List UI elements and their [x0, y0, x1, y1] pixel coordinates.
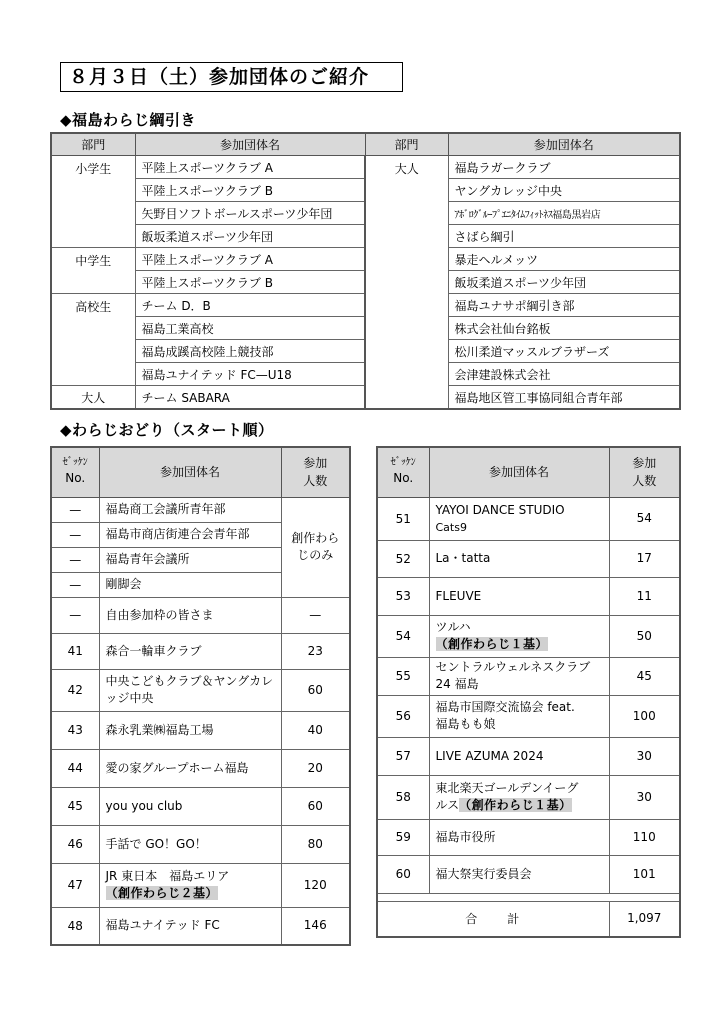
- spacer-row: [377, 893, 680, 901]
- team-name: 福島ユナイテッド FC: [99, 907, 281, 945]
- zekken-no: 58: [377, 775, 429, 819]
- sosaku-only-note: 創作わらじのみ: [281, 497, 350, 597]
- team-name: you you club: [99, 787, 281, 825]
- zekken-no: 56: [377, 695, 429, 737]
- participant-count: 60: [281, 787, 350, 825]
- team-name: 福島市商店街連合会青年部: [99, 522, 281, 547]
- team-name: 福島商工会議所青年部: [99, 497, 281, 522]
- zekken-no: 57: [377, 737, 429, 775]
- team-name: 松川柔道マッスルブラザーズ: [448, 340, 680, 363]
- zekken-no: 47: [51, 863, 99, 907]
- team-name: ツルハ: [435, 620, 471, 634]
- col-header-bumon: 部門: [365, 133, 448, 156]
- table-header-row: [377, 447, 680, 497]
- team-name: 福島市役所: [429, 819, 609, 855]
- col-header-zekken: [377, 447, 429, 497]
- table-row: [51, 497, 350, 522]
- team-name: 福大祭実行委員会: [429, 855, 609, 893]
- sosaku-waraji-note: （創作わらじ２基）: [105, 886, 219, 900]
- total-value: 1,097: [609, 901, 680, 937]
- odori-table-left: [50, 446, 351, 946]
- team-name: 福島工業高校: [135, 317, 365, 340]
- team-name: 会津建設株式会社: [448, 363, 680, 386]
- table-header-row: [51, 447, 350, 497]
- team-name: 平陸上スポーツクラブ B: [135, 179, 365, 202]
- table-header-row: [51, 133, 680, 156]
- team-name: 愛の家グループホーム福島: [99, 749, 281, 787]
- team-name-cell: [429, 657, 609, 695]
- zekken-no: 59: [377, 819, 429, 855]
- team-name: 矢野目ソフトボールスポーツ少年団: [135, 202, 365, 225]
- team-name: 福島ユナサポ綱引き部: [448, 294, 680, 317]
- participant-count: 100: [609, 695, 680, 737]
- team-name: 株式会社仙台銘板: [448, 317, 680, 340]
- ninzu-label: 人数: [303, 474, 328, 489]
- zekken-no-label: No.: [65, 471, 86, 486]
- tsunahiki-heading: ◆福島わらじ綱引き: [60, 111, 197, 129]
- team-name: 飯坂柔道スポーツ少年団: [448, 271, 680, 294]
- table-row: [51, 669, 350, 711]
- team-name: 福島ユナイテッド FC—U18: [135, 363, 365, 386]
- team-name: さばら綱引: [448, 225, 680, 248]
- team-name: 福島市国際交流協会 feat.: [435, 700, 575, 714]
- col-header-dantai: 参加団体名: [448, 133, 680, 156]
- participant-count: 11: [609, 577, 680, 615]
- zekken-no: 55: [377, 657, 429, 695]
- table-row: [51, 749, 350, 787]
- participant-count: 101: [609, 855, 680, 893]
- participant-count: 80: [281, 825, 350, 863]
- table-row: [377, 577, 680, 615]
- zekken-no: 51: [377, 497, 429, 540]
- team-name: 中央こどもクラブ＆ヤングカレッジ中央: [99, 669, 281, 711]
- participant-count: 60: [281, 669, 350, 711]
- zekken-no: 45: [51, 787, 99, 825]
- sosaku-waraji-note: （創作わらじ１基）: [459, 798, 572, 812]
- total-label: 合 計: [377, 901, 609, 937]
- team-name: 平陸上スポーツクラブ A: [135, 248, 365, 271]
- team-name: ｱﾎﾞﾛｸﾞﾙｰﾌﾟｴﾆﾀｲﾑﾌｨｯﾄﾈｽ福島黒岩店: [448, 202, 680, 225]
- participant-count: 45: [609, 657, 680, 695]
- sanka-label: 参加: [303, 456, 328, 471]
- table-row: [51, 863, 350, 907]
- table-row: [377, 737, 680, 775]
- team-name: 剛脚会: [99, 572, 281, 597]
- team-name: 森永乳業㈱福島工場: [99, 711, 281, 749]
- table-row: [377, 497, 680, 540]
- zekken-no: —: [51, 497, 99, 522]
- zekken-no: 48: [51, 907, 99, 945]
- participant-count: 120: [281, 863, 350, 907]
- table-row: [377, 819, 680, 855]
- zekken-no: 44: [51, 749, 99, 787]
- col-header-dantai: 参加団体名: [429, 447, 609, 497]
- zekken-label: ｾﾞｯｹﾝ: [62, 457, 88, 469]
- table-row: [377, 855, 680, 893]
- team-name-cell: [429, 695, 609, 737]
- col-header-dantai: 参加団体名: [135, 133, 365, 156]
- participant-count: 40: [281, 711, 350, 749]
- team-name: 福島青年会議所: [99, 547, 281, 572]
- page-title: ８月３日（土）参加団体のご紹介: [60, 62, 403, 92]
- team-name: ヤングカレッジ中央: [448, 179, 680, 202]
- sosaku-waraji-note: （創作わらじ１基）: [435, 637, 549, 651]
- table-row: [377, 695, 680, 737]
- team-name: 飯坂柔道スポーツ少年団: [135, 225, 365, 248]
- participant-count: 17: [609, 540, 680, 577]
- zekken-no: —: [51, 522, 99, 547]
- category-cell: 中学生: [51, 248, 135, 294]
- zekken-label: ｾﾞｯｹﾝ: [390, 457, 416, 469]
- team-name-line2: 24 福島: [435, 677, 479, 691]
- tsunahiki-table: [50, 132, 681, 410]
- table-row: [51, 156, 680, 179]
- team-name: 東北楽天ゴールデンイーグ: [435, 781, 579, 795]
- col-header-dantai: 参加団体名: [99, 447, 281, 497]
- team-name-cell: [99, 863, 281, 907]
- participant-count: 30: [609, 775, 680, 819]
- category-cell: 大人: [365, 156, 448, 410]
- participant-count: 30: [609, 737, 680, 775]
- team-name: チーム D．B: [135, 294, 365, 317]
- table-row: [51, 633, 350, 669]
- table-row: [51, 907, 350, 945]
- participant-count: 23: [281, 633, 350, 669]
- team-name: セントラルウェルネスクラブ: [435, 660, 591, 674]
- team-name: 福島ラガークラブ: [448, 156, 680, 179]
- zekken-no: 41: [51, 633, 99, 669]
- spacer-cell: [377, 893, 680, 901]
- team-name-line2: 福島もも娘: [435, 717, 496, 731]
- zekken-no: —: [51, 572, 99, 597]
- col-header-bumon: 部門: [51, 133, 135, 156]
- participant-count: 146: [281, 907, 350, 945]
- team-name: 森合一輪車クラブ: [99, 633, 281, 669]
- team-name: 福島地区管工事協同組合青年部: [448, 386, 680, 410]
- participant-count: —: [281, 597, 350, 633]
- team-name-cell: [429, 775, 609, 819]
- table-row: [377, 615, 680, 657]
- team-name: La・tatta: [429, 540, 609, 577]
- team-name: 平陸上スポーツクラブ A: [135, 156, 365, 179]
- table-row: [377, 775, 680, 819]
- table-row: [51, 711, 350, 749]
- col-header-sanka: [281, 447, 350, 497]
- team-name: 手話で GO！GO！: [99, 825, 281, 863]
- odori-table-right: [376, 446, 681, 938]
- table-row: [51, 825, 350, 863]
- table-row: [377, 657, 680, 695]
- zekken-no: 43: [51, 711, 99, 749]
- zekken-no: 42: [51, 669, 99, 711]
- team-name: 暴走ヘルメッツ: [448, 248, 680, 271]
- zekken-no: 53: [377, 577, 429, 615]
- table-row: [51, 787, 350, 825]
- team-name: 自由参加枠の皆さま: [99, 597, 281, 633]
- category-cell: 大人: [51, 386, 135, 410]
- col-header-sanka: [609, 447, 680, 497]
- participant-count: 54: [609, 497, 680, 540]
- team-name: チーム SABARA: [135, 386, 365, 410]
- team-name: 平陸上スポーツクラブ B: [135, 271, 365, 294]
- sanka-label: 参加: [632, 456, 657, 471]
- team-name-line2: ルス: [435, 798, 460, 812]
- team-name-cell: [429, 497, 609, 540]
- table-row: [51, 597, 350, 633]
- zekken-no: 54: [377, 615, 429, 657]
- zekken-no: —: [51, 597, 99, 633]
- category-cell: 小学生: [51, 156, 135, 248]
- team-name: YAYOI DANCE STUDIO: [435, 502, 565, 517]
- team-name: FLEUVE: [429, 577, 609, 615]
- participant-count: 110: [609, 819, 680, 855]
- zekken-no: —: [51, 547, 99, 572]
- table-row: [377, 540, 680, 577]
- odori-heading: ◆わらじおどり（スタート順）: [60, 421, 274, 439]
- team-name-line2: Cats9: [435, 520, 467, 534]
- zekken-no-label: No.: [393, 471, 414, 486]
- total-row: [377, 901, 680, 937]
- team-name-cell: [429, 615, 609, 657]
- team-name: LIVE AZUMA 2024: [429, 737, 609, 775]
- zekken-no: 46: [51, 825, 99, 863]
- col-header-zekken: [51, 447, 99, 497]
- participant-count: 20: [281, 749, 350, 787]
- zekken-no: 60: [377, 855, 429, 893]
- ninzu-label: 人数: [632, 474, 657, 489]
- team-name: JR 東日本 福島エリア: [105, 869, 230, 883]
- participant-count: 50: [609, 615, 680, 657]
- category-cell: 高校生: [51, 294, 135, 386]
- team-name: 福島成蹊高校陸上競技部: [135, 340, 365, 363]
- zekken-no: 52: [377, 540, 429, 577]
